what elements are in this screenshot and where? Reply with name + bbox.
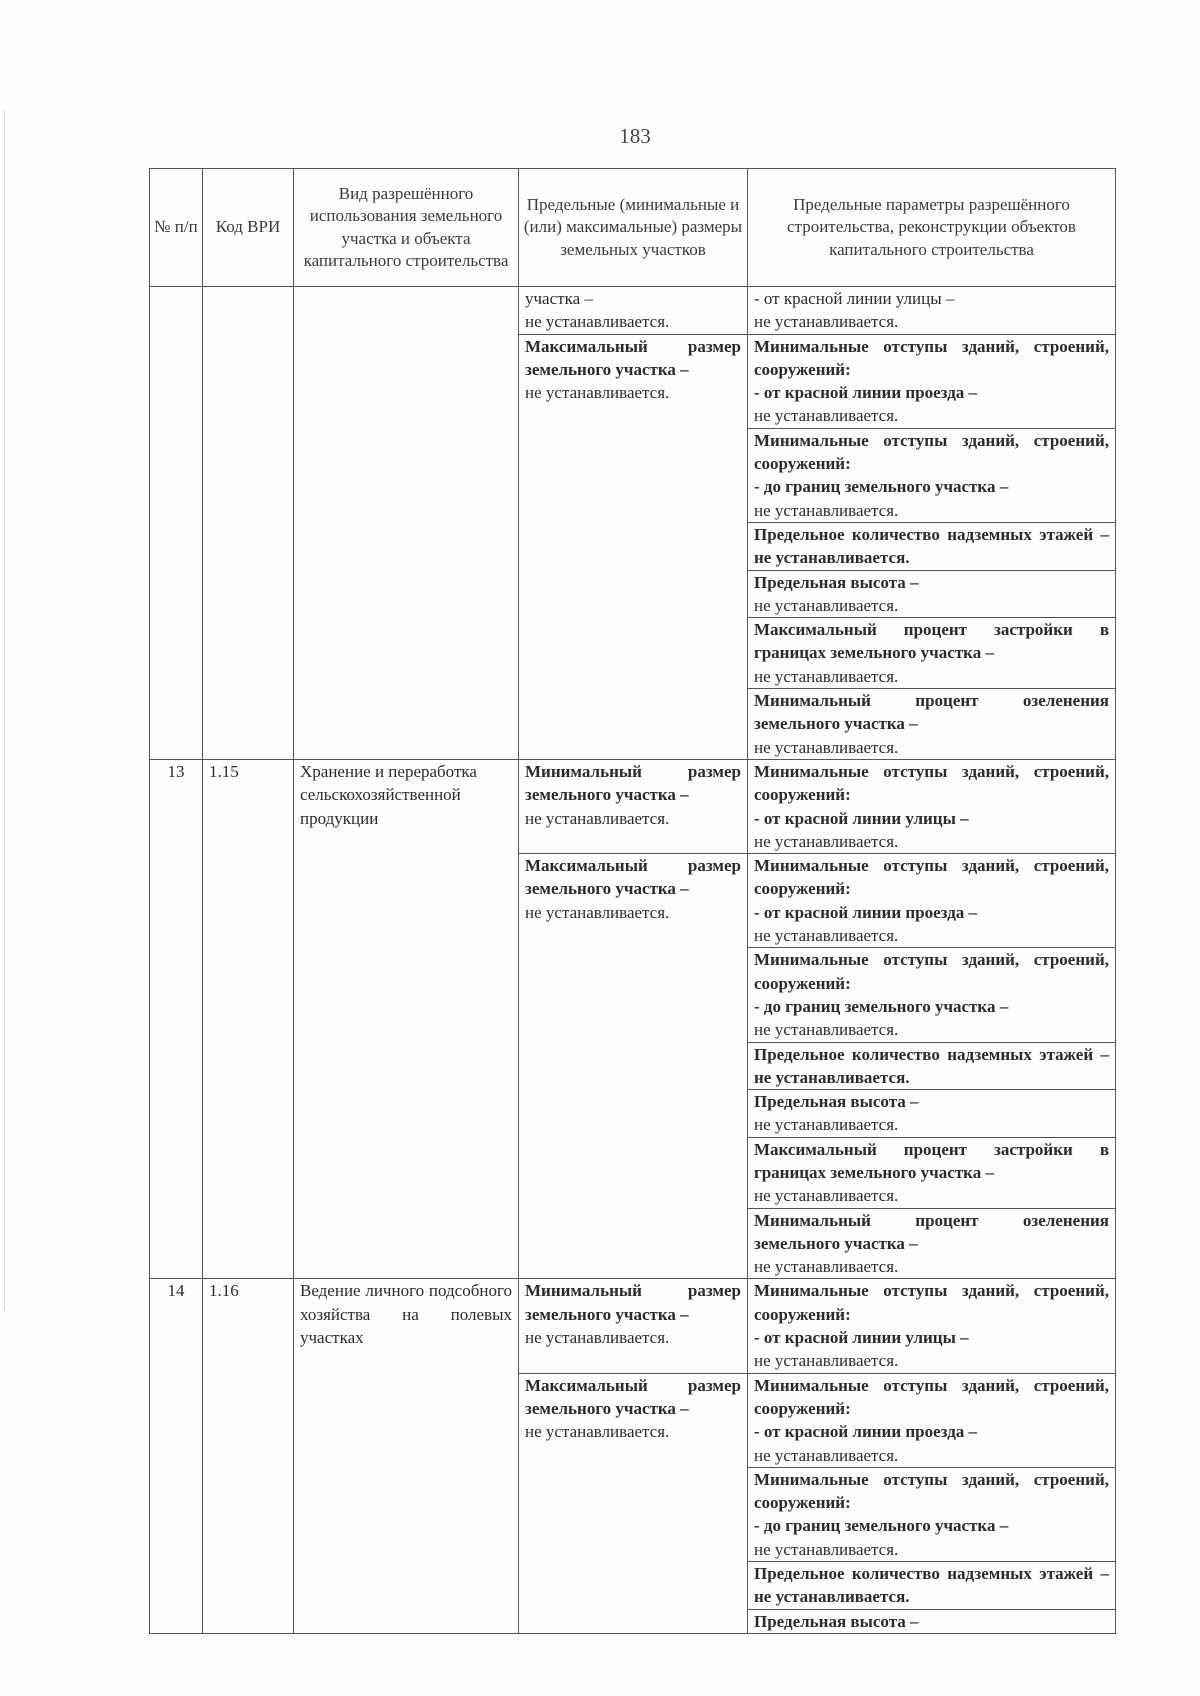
param-head: Предельное количество надземных этажей – не устанавливается. <box>754 524 1109 568</box>
cont-use-cell <box>294 287 519 760</box>
param-cell <box>748 854 1116 948</box>
param-head: Минимальные отступы зданий, строений, сооружений: <box>754 1469 1109 1513</box>
param-sub: - до границ земельного участка – <box>754 996 1009 1016</box>
param-value: не устанавливается. <box>754 1257 899 1277</box>
row-num: 14 <box>150 1279 203 1633</box>
regulations-table <box>149 168 1116 1634</box>
param-cell <box>748 759 1116 853</box>
param-head: Минимальные отступы зданий, строений, сооружений: <box>754 856 1109 899</box>
table-header-row <box>150 169 1116 287</box>
param-cell <box>748 1609 1116 1633</box>
cont-size-min-cell <box>519 287 748 335</box>
size-max-head: Максимальный размер земельного участка – <box>525 1375 741 1418</box>
param-head: Предельное количество надземных этажей – не устанавливается. <box>754 1564 1109 1607</box>
param-sub: - от красной линии проезда – <box>754 1422 978 1442</box>
param-value: не устанавливается. <box>754 831 899 851</box>
param-head: Максимальный процент застройки в границах земельного участка – <box>754 620 1109 663</box>
size-max-head: Максимальный размер земельного участка – <box>525 336 741 379</box>
param-value: не устанавливается. <box>754 1351 899 1371</box>
param-value: не устанавливается. <box>754 312 899 332</box>
size-max-value: не устанавливается. <box>525 383 670 403</box>
cont-size-max-cell <box>519 334 748 759</box>
param-head: Предельная высота – <box>754 572 919 592</box>
param-cell <box>748 1090 1116 1138</box>
size-min-cell <box>519 759 748 853</box>
param-head: Минимальные отступы зданий, строений, сооружений: <box>754 950 1109 993</box>
size-min-cell <box>519 1279 748 1373</box>
param-cell <box>748 1467 1116 1561</box>
cont-num-cell <box>150 287 203 760</box>
param-value: не устанавливается. <box>754 595 899 615</box>
header-size: Предельные (минимальные и (или) максимальные) размеры земельных участков <box>519 169 748 287</box>
size-min-tail-value: не устанавливается. <box>525 312 670 332</box>
param-head: Минимальные отступы зданий, строений, сооружений: <box>754 430 1109 474</box>
cont-code-cell <box>203 287 294 760</box>
param-cell <box>748 948 1116 1042</box>
size-min-head: Минимальный размер земельного участка – <box>525 1281 741 1324</box>
param-head: Минимальный процент озеленения земельного участка – <box>754 691 1109 734</box>
param-head: Максимальный процент застройки в границах земельного участка – <box>754 1139 1109 1182</box>
param-value: не устанавливается. <box>754 926 899 946</box>
row-use: Хранение и переработка сельскохозяйственной продукции <box>294 759 519 1279</box>
size-min-value: не устанавливается. <box>525 1328 670 1348</box>
table-row-14 <box>150 1279 1116 1373</box>
param-text: - от красной линии улицы – <box>754 289 955 308</box>
param-head: Минимальные отступы зданий, строений, сооружений: <box>754 336 1109 379</box>
param-cell <box>748 570 1116 618</box>
row-code: 1.15 <box>203 759 294 1279</box>
param-value: не устанавливается. <box>754 737 899 757</box>
param-value: не устанавливается. <box>754 406 899 426</box>
header-code: Код ВРИ <box>203 169 294 287</box>
param-sub: - от красной линии улицы – <box>754 1328 969 1348</box>
param-cell <box>748 1279 1116 1373</box>
scan-edge-line <box>4 110 5 1310</box>
size-max-head: Максимальный размер земельного участка – <box>525 856 741 899</box>
param-value: не устанавливается. <box>754 666 899 686</box>
param-head: Предельная высота – <box>754 1092 919 1112</box>
table-row <box>150 287 1116 335</box>
param-cell <box>748 428 1116 522</box>
header-params: Предельные параметры разрешённого строительства, реконструкции объектов капитального строительства <box>748 169 1116 287</box>
row-code: 1.16 <box>203 1279 294 1633</box>
param-cell <box>748 1562 1116 1610</box>
param-value: не устанавливается. <box>754 500 899 520</box>
size-max-value: не устанавливается. <box>525 902 670 922</box>
param-cell <box>748 287 1116 335</box>
table-row-13 <box>150 759 1116 853</box>
param-cell <box>748 334 1116 428</box>
param-cell <box>748 1373 1116 1467</box>
size-max-cell <box>519 1373 748 1633</box>
page-number: 183 <box>619 124 651 148</box>
param-head: Минимальные отступы зданий, строений, сооружений: <box>754 761 1109 805</box>
param-value: не устанавливается. <box>754 1186 899 1206</box>
size-min-tail: участка – <box>525 289 593 308</box>
header-use: Вид разрешённого использования земельного участка и объекта капитального строительства <box>294 169 519 287</box>
param-cell <box>748 1042 1116 1090</box>
param-cell <box>748 522 1116 570</box>
param-sub: - от красной линии проезда – <box>754 902 978 922</box>
row-use: Ведение личного подсобного хозяйства на полевых участках <box>294 1279 519 1633</box>
header-num: № п/п <box>150 169 203 287</box>
size-max-cell <box>519 854 748 1279</box>
param-cell <box>748 1208 1116 1279</box>
param-head: Минимальные отступы зданий, строений, сооружений: <box>754 1375 1109 1418</box>
size-min-value: не устанавливается. <box>525 808 670 828</box>
param-value: не устанавливается. <box>754 1020 899 1040</box>
param-sub: - до границ земельного участка – <box>754 477 1009 497</box>
size-min-head: Минимальный размер земельного участка – <box>525 761 741 805</box>
param-head: Предельное количество надземных этажей – не устанавливается. <box>754 1044 1109 1087</box>
param-sub: - от красной линии проезда – <box>754 383 978 403</box>
param-value: не устанавливается. <box>754 1445 899 1465</box>
param-cell <box>748 689 1116 760</box>
row-num: 13 <box>150 759 203 1279</box>
size-max-value: не устанавливается. <box>525 1422 670 1442</box>
param-head: Минимальные отступы зданий, строений, сооружений: <box>754 1281 1109 1324</box>
param-value: не устанавливается. <box>754 1539 899 1559</box>
param-value: не устанавливается. <box>754 1115 899 1135</box>
param-cell <box>748 618 1116 689</box>
param-head: Предельная высота – <box>754 1611 919 1631</box>
param-sub: - до границ земельного участка – <box>754 1516 1009 1536</box>
param-head: Минимальный процент озеленения земельного участка – <box>754 1210 1109 1253</box>
param-cell <box>748 1137 1116 1208</box>
param-sub: - от красной линии улицы – <box>754 808 969 828</box>
